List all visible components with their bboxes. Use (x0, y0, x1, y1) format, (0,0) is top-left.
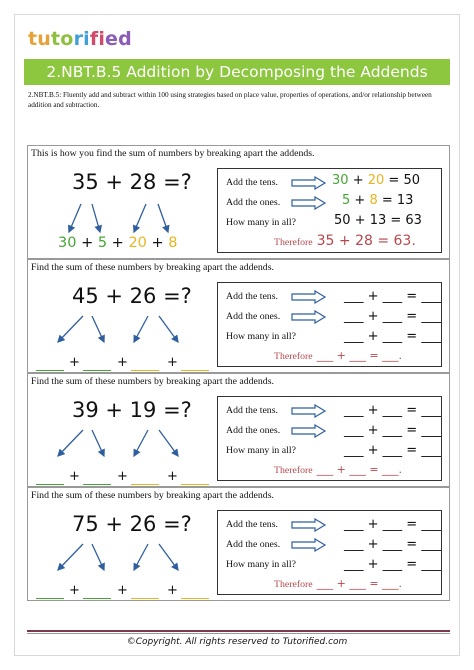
tens-answer-line[interactable]: ___ + ___ = ___ (344, 289, 441, 304)
tens-b: 20 (367, 173, 385, 188)
how-many-label: How many in all? (226, 217, 296, 228)
ones-blank-1[interactable] (83, 484, 111, 485)
tutorified-logo (28, 28, 132, 50)
worksheet-title: 2.NBT.B.5 Addition by Decomposing the Addends (24, 59, 450, 85)
right-arrow-icon (291, 424, 327, 438)
right-arrow-icon (291, 176, 327, 190)
logo-part: tu (28, 28, 52, 50)
total-expression: 50 + 13 = 63 (334, 213, 422, 228)
example-equation: 35 + 28 =? (72, 170, 192, 194)
therefore-word: Therefore (274, 351, 313, 362)
problem-section-3 (27, 487, 450, 601)
plus-sign: + (167, 355, 178, 370)
ones-part-2: 8 (168, 235, 178, 251)
add-tens-label: Add the tens. (226, 405, 278, 416)
how-many-label: How many in all? (226, 445, 296, 456)
problem-instruction: Find the sum of these numbers by breaking apart the addends. (31, 262, 274, 273)
problem-instruction: Find the sum of these numbers by breaking apart the addends. (31, 376, 274, 387)
problem-section-2 (27, 373, 450, 487)
problem-section-1 (27, 259, 450, 373)
therefore-line (274, 232, 416, 250)
tens-blank-2[interactable] (131, 598, 159, 599)
total-answer-line[interactable]: ___ + ___ = ___ (344, 329, 441, 344)
ones-expression (342, 193, 413, 208)
steps-box (217, 282, 442, 367)
therefore-line (274, 346, 402, 364)
therefore-answer-line[interactable]: ___ + ___ = ___. (316, 349, 403, 362)
right-arrow-icon (291, 538, 327, 552)
ones-blank-2[interactable] (181, 484, 209, 485)
steps-box (217, 396, 442, 481)
plus-sign: + (117, 355, 128, 370)
decompose-blanks (33, 355, 218, 373)
plus-sign: + (69, 469, 80, 484)
copyright-footer: ©Copyright. All rights reserved to Tutorified.com (126, 637, 348, 647)
example-steps-box (217, 168, 442, 253)
problem-equation: 45 + 26 =? (72, 284, 192, 308)
tens-sum: = 50 (388, 173, 420, 188)
add-ones-label: Add the ones. (226, 311, 281, 322)
right-arrow-icon (291, 404, 327, 418)
right-arrow-icon (291, 518, 327, 532)
steps-box (217, 510, 442, 595)
ones-blank-1[interactable] (83, 370, 111, 371)
ones-part-1: 5 (97, 235, 108, 251)
ones-b: 8 (369, 193, 378, 208)
right-arrow-icon (291, 310, 327, 324)
example-instruction: This is how you find the sum of numbers by breaking apart the addends. (31, 148, 315, 159)
ones-answer-line[interactable]: ___ + ___ = ___ (344, 537, 441, 552)
ones-answer-line[interactable]: ___ + ___ = ___ (344, 309, 441, 324)
tens-part-1: 30 (58, 235, 77, 251)
tens-blank-2[interactable] (131, 370, 159, 371)
add-tens-label: Add the tens. (226, 177, 278, 188)
ones-answer-line[interactable]: ___ + ___ = ___ (344, 423, 441, 438)
therefore-answer-line[interactable]: ___ + ___ = ___. (316, 577, 403, 590)
therefore-line (274, 574, 402, 592)
plus-sign: + (117, 583, 128, 598)
decompose-blanks (33, 469, 218, 487)
plus-sign: + (151, 235, 164, 251)
therefore-expression: 35 + 28 = 63. (316, 233, 416, 249)
tens-blank-1[interactable] (36, 370, 64, 371)
ones-sum: = 13 (381, 193, 414, 208)
decompose-blanks (33, 583, 218, 601)
problem-equation: 39 + 19 =? (72, 398, 192, 422)
plus-sign: + (167, 469, 178, 484)
footer-divider (27, 633, 450, 634)
how-many-label: How many in all? (226, 331, 296, 342)
problem-equation: 75 + 26 =? (72, 512, 192, 536)
therefore-answer-line[interactable]: ___ + ___ = ___. (316, 463, 403, 476)
tens-blank-1[interactable] (36, 484, 64, 485)
add-tens-label: Add the tens. (226, 291, 278, 302)
therefore-word: Therefore (274, 579, 313, 590)
plus-sign: + (69, 355, 80, 370)
logo-part: fi (89, 28, 106, 50)
problem-instruction: Find the sum of these numbers by breaking apart the addends. (31, 490, 274, 501)
right-arrow-icon (291, 196, 327, 210)
total-answer-line[interactable]: ___ + ___ = ___ (344, 557, 441, 572)
plus-sign: + (167, 583, 178, 598)
therefore-line (274, 460, 402, 478)
ones-blank-2[interactable] (181, 370, 209, 371)
logo-part: ri (73, 28, 90, 50)
plus-sign: + (352, 173, 364, 188)
tens-expression (332, 173, 420, 188)
ones-blank-2[interactable] (181, 598, 209, 599)
tens-answer-line[interactable]: ___ + ___ = ___ (344, 517, 441, 532)
therefore-word: Therefore (274, 237, 313, 248)
example-section (27, 145, 450, 259)
right-arrow-icon (291, 290, 327, 304)
footer-divider (27, 630, 450, 632)
plus-sign: + (354, 193, 366, 208)
add-ones-label: Add the ones. (226, 197, 281, 208)
tens-blank-2[interactable] (131, 484, 159, 485)
logo-part: to (51, 28, 74, 50)
plus-sign: + (111, 235, 124, 251)
tens-blank-1[interactable] (36, 598, 64, 599)
tens-answer-line[interactable]: ___ + ___ = ___ (344, 403, 441, 418)
standard-description: 2.NBT.B.5: Fluently add and subtract within 100 using strategies based on place value, properties of operations, and/or relationship between addition and subtraction. (28, 91, 432, 109)
add-ones-label: Add the ones. (226, 539, 281, 550)
plus-sign: + (81, 235, 94, 251)
logo-part: ed (105, 28, 132, 50)
decomposed-parts (58, 235, 178, 251)
how-many-label: How many in all? (226, 559, 296, 570)
add-ones-label: Add the ones. (226, 425, 281, 436)
therefore-word: Therefore (274, 465, 313, 476)
plus-sign: + (69, 583, 80, 598)
tens-part-2: 20 (128, 235, 147, 251)
tens-a: 30 (332, 173, 349, 188)
ones-blank-1[interactable] (83, 598, 111, 599)
ones-a: 5 (342, 193, 351, 208)
total-answer-line[interactable]: ___ + ___ = ___ (344, 443, 441, 458)
add-tens-label: Add the tens. (226, 519, 278, 530)
plus-sign: + (117, 469, 128, 484)
